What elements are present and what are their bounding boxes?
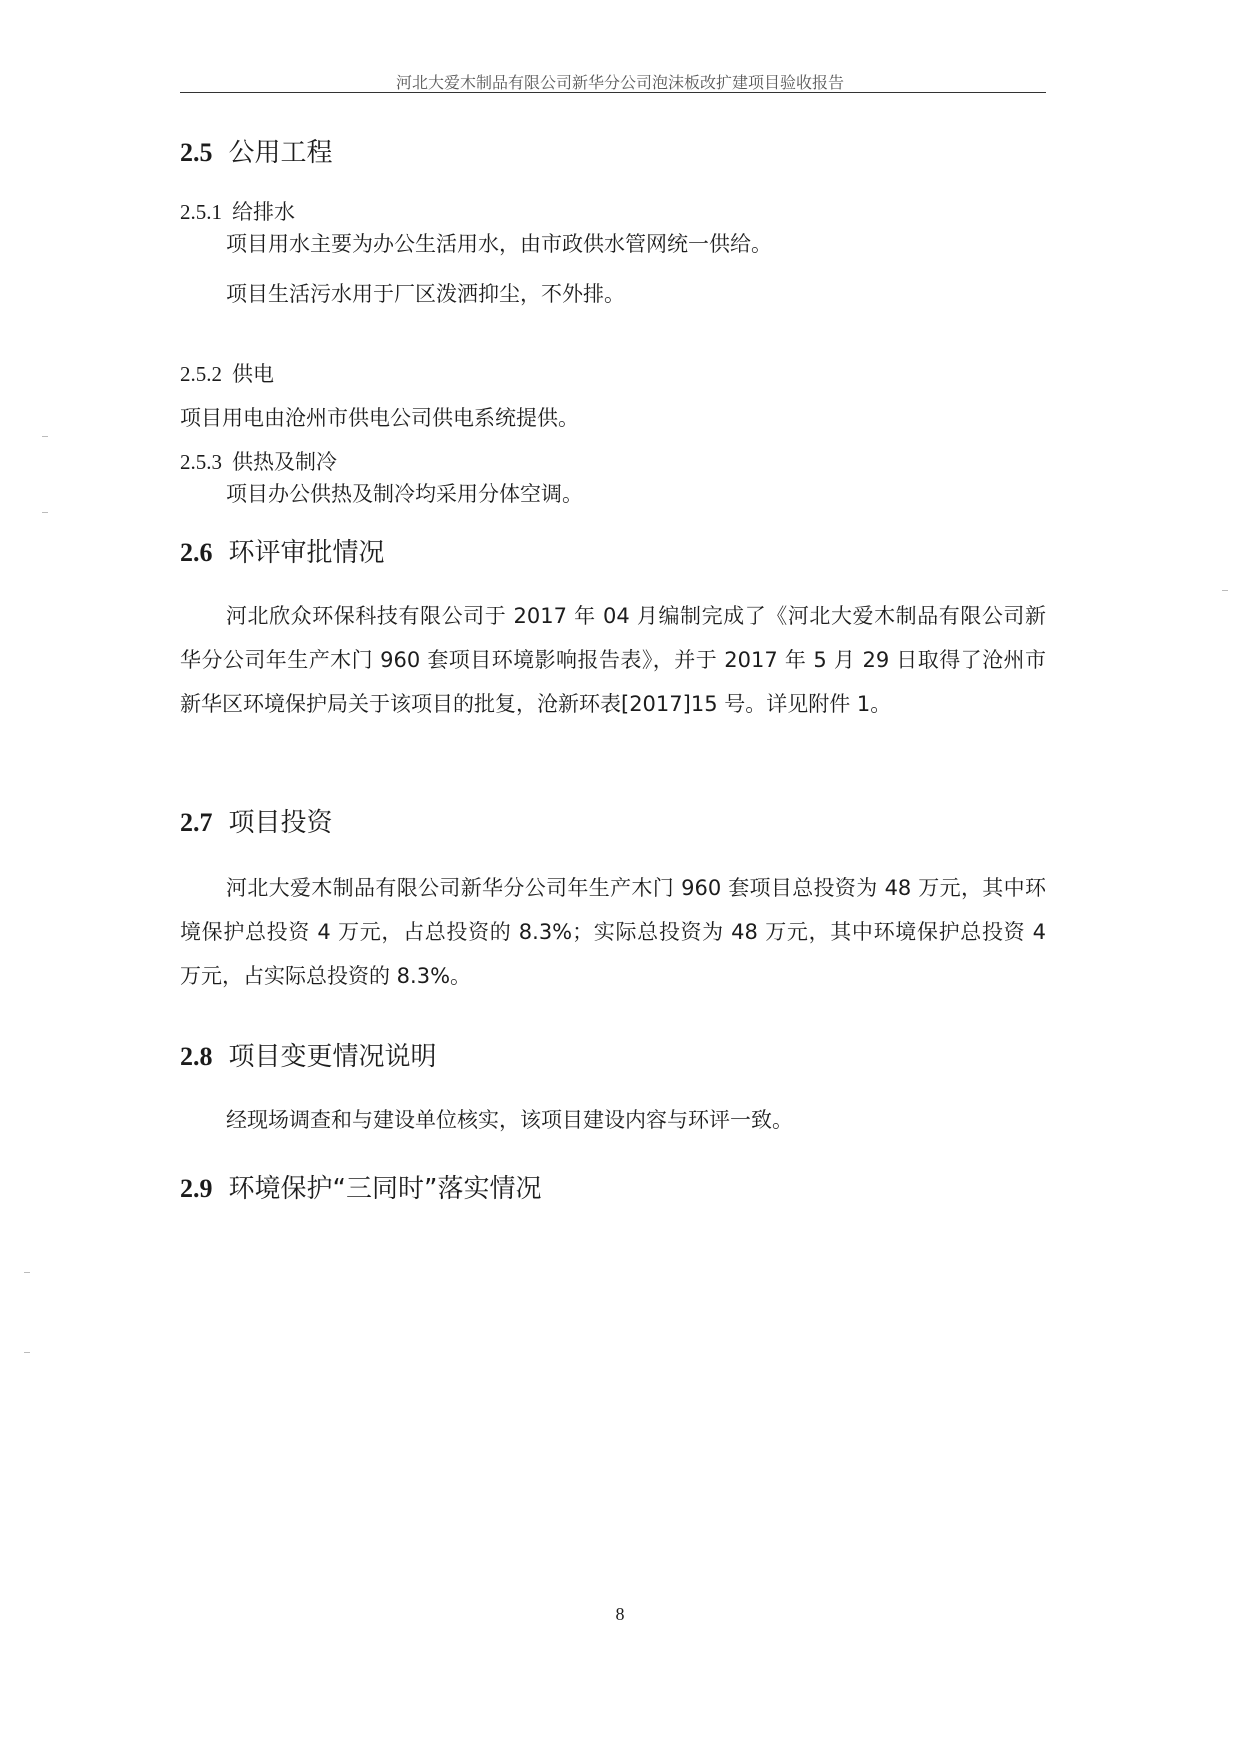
- section-title: 公用工程: [228, 138, 333, 168]
- scan-mark: [24, 1272, 30, 1273]
- scan-mark: [1222, 590, 1228, 591]
- paragraph-investment: 河北大爱木制品有限公司新华分公司年生产木门 960 套项目总投资为 48 万元，其中环境保护总投资 4 万元，占总投资的 8.3%；实际总投资为 48 万元，其中环境保护总投资 4 万元，占实际总投资的 8.3%。: [180, 876, 1046, 988]
- paragraph-heating-cooling: 项目办公供热及制冷均采用分体空调。: [226, 482, 583, 506]
- subsection-heading-2-5-2: [180, 358, 274, 388]
- section-heading-2-5: [180, 132, 333, 169]
- section-number: 2.8: [180, 1042, 213, 1071]
- scan-mark: [42, 436, 48, 437]
- section-title: 项目投资: [228, 808, 333, 838]
- subsection-number: 2.5.3: [180, 450, 222, 474]
- paragraph-wastewater: 项目生活污水用于厂区泼洒抑尘，不外排。: [226, 282, 625, 306]
- section-number: 2.9: [180, 1174, 213, 1203]
- paragraph-water-supply: 项目用水主要为办公生活用水，由市政供水管网统一供给。: [226, 232, 772, 256]
- subsection-title: 供电: [232, 362, 274, 386]
- section-heading-2-8: [180, 1036, 437, 1073]
- section-number: 2.7: [180, 808, 213, 837]
- section-number: 2.5: [180, 138, 213, 167]
- scan-mark: [42, 512, 48, 513]
- paragraph-eia-approval: 河北欣众环保科技有限公司于 2017 年 04 月编制完成了《河北大爱木制品有限公司新华分公司年生产木门 960 套项目环境影响报告表》，并于 2017 年 5 月 29 日取得了沧州市新华区环境保护局关于该项目的批复，沧新环表[2017]15 号。详见附件 1。: [180, 604, 1046, 716]
- subsection-title: 给排水: [232, 200, 295, 224]
- section-heading-2-9: [180, 1168, 541, 1205]
- subsection-number: 2.5.1: [180, 200, 222, 224]
- paragraph-change-description: 经现场调查和与建设单位核实，该项目建设内容与环评一致。: [226, 1108, 793, 1132]
- section-title: 环境保护“三同时”落实情况: [228, 1174, 542, 1204]
- subsection-title: 供热及制冷: [232, 450, 337, 474]
- header-divider: [180, 92, 1046, 93]
- section-title: 项目变更情况说明: [228, 1042, 437, 1072]
- subsection-number: 2.5.2: [180, 362, 222, 386]
- running-header: 河北大爱木制品有限公司新华分公司泡沫板改扩建项目验收报告: [395, 73, 844, 92]
- section-number: 2.6: [180, 538, 213, 567]
- scan-mark: [24, 1352, 30, 1353]
- section-heading-2-7: [180, 802, 333, 839]
- page-number: 8: [615, 1604, 625, 1624]
- section-title: 环评审批情况: [228, 538, 385, 568]
- section-heading-2-6: [180, 532, 385, 569]
- paragraph-power-supply: 项目用电由沧州市供电公司供电系统提供。: [180, 406, 579, 430]
